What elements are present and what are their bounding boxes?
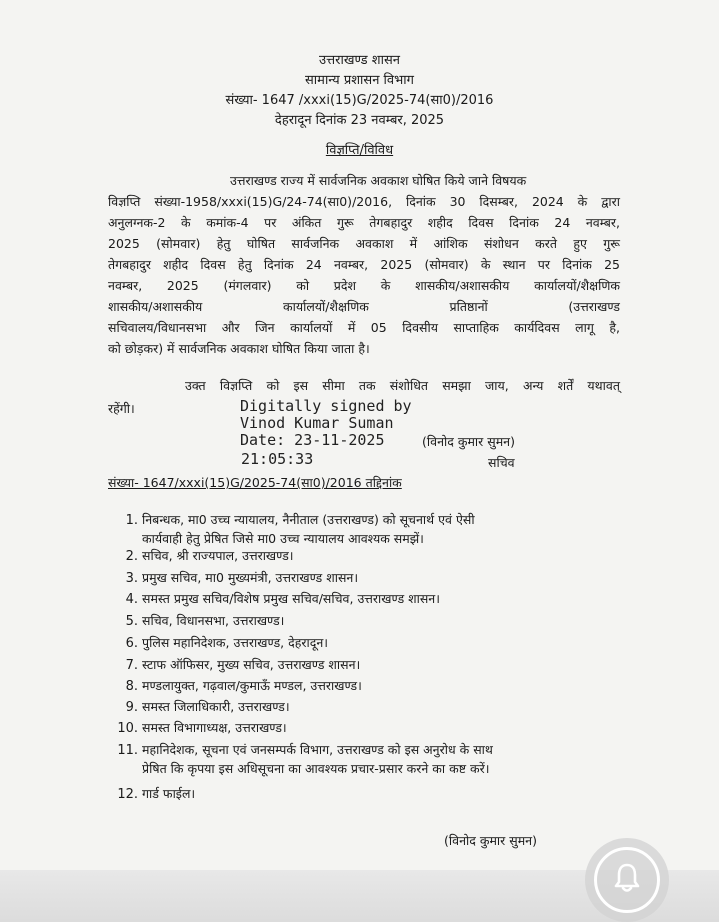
recipient-item: मण्डलायुक्त, गढ़वाल/कुमाऊँ मण्डल, उत्तराखण्ड। bbox=[142, 678, 362, 693]
recipient-item: पुलिस महानिदेशक, उत्तराखण्ड, देहरादून। bbox=[142, 635, 329, 650]
bell-icon bbox=[613, 863, 641, 897]
recipient-number: 12. bbox=[117, 787, 138, 802]
recipient-item: सचिव, विधानसभा, उत्तराखण्ड। bbox=[142, 613, 285, 628]
recipient-number: 10. bbox=[117, 721, 138, 736]
recipient-item: गार्ड फाईल। bbox=[142, 786, 196, 801]
reference-number: संख्या- 1647 /xxxi(15)G/2025-74(सा0)/2016 bbox=[225, 93, 494, 108]
recipient-number: 6. bbox=[125, 636, 138, 651]
digital-signature-line: Digitally signed by bbox=[240, 397, 412, 415]
notification-ring bbox=[594, 847, 660, 913]
recipient-item: प्रेषित कि कृपया इस अधिसूचना का आवश्यक प्रचार-प्रसार करने का कष्ट करें। bbox=[142, 761, 490, 776]
footer-signatory-name: (विनोद कुमार सुमन) bbox=[444, 833, 537, 848]
digital-signature-name: Vinod Kumar Suman bbox=[240, 414, 394, 432]
recipient-number: 3. bbox=[125, 571, 138, 586]
para1-line: उत्तराखण्ड राज्य में सार्वजनिक अवकाश घोषित किये जाने विषयक bbox=[230, 173, 527, 188]
para1-line: शासकीय/अशासकीय कार्यालयों/शैक्षणिक प्रतिष्ठानों (उत्तराखण्ड bbox=[108, 299, 620, 314]
signatory-name: (विनोद कुमार सुमन) bbox=[422, 434, 515, 449]
para1-line: विज्ञप्ति संख्या-1958/xxxi(15)G/24-74(सा0)/2016, दिनांक 30 दिसम्बर, 2024 के द्वारा bbox=[108, 194, 620, 209]
recipient-item: स्टाफ ऑफिसर, मुख्य सचिव, उत्तराखण्ड शासन। bbox=[142, 657, 361, 672]
recipient-number: 5. bbox=[125, 614, 138, 629]
para1-line: 2025 (सोमवार) हेतु घोषित सार्वजनिक अवकाश में आंशिक संशोधन करते हुए गुरू bbox=[108, 236, 620, 251]
para1-line: नवम्बर, 2025 (मंगलवार) को प्रदेश के शासकीय/अशासकीय कार्यालयों/शैक्षणिक bbox=[108, 278, 620, 293]
recipient-item: प्रमुख सचिव, मा0 मुख्यमंत्री, उत्तराखण्ड शासन। bbox=[142, 570, 359, 585]
recipient-item: महानिदेशक, सूचना एवं जनसम्पर्क विभाग, उत्तराखण्ड को इस अनुरोध के साथ bbox=[142, 742, 493, 757]
para2-line: उक्त विज्ञप्ति को इस सीमा तक संशोधित समझा जाय, अन्य शर्तें यथावत् bbox=[185, 378, 620, 393]
recipient-item: निबन्धक, मा0 उच्च न्यायालय, नैनीताल (उत्तराखण्ड) को सूचनार्थ एवं ऐसी bbox=[142, 512, 475, 527]
para1-line: अनुलग्नक-2 के कमांक-4 पर अंकित गुरू तेगबहादुर शहीद दिवस दिनांक 24 नवम्बर, bbox=[108, 215, 620, 230]
digital-signature-date: Date: 23-11-2025 bbox=[240, 431, 385, 449]
notification-button[interactable] bbox=[585, 838, 669, 922]
recipient-item: समस्त जिलाधिकारी, उत्तराखण्ड। bbox=[142, 699, 290, 714]
para2-line: रहेंगी। bbox=[108, 401, 135, 416]
notice-title: विज्ञप्ति/विविध bbox=[325, 143, 394, 158]
recipient-number: 7. bbox=[125, 658, 138, 673]
place-date: देहरादून दिनांक 23 नवम्बर, 2025 bbox=[274, 113, 445, 128]
government-heading: उत्तराखण्ड शासन bbox=[319, 53, 400, 68]
recipient-number: 9. bbox=[125, 700, 138, 715]
para1-line: तेगबहादुर शहीद दिवस हेतु दिनांक 24 नवम्बर, 2025 (सोमवार) के स्थान पर दिनांक 25 bbox=[108, 257, 620, 272]
department-heading: सामान्य प्रशासन विभाग bbox=[305, 73, 414, 88]
recipient-number: 1. bbox=[125, 513, 138, 528]
recipient-number: 2. bbox=[125, 549, 138, 564]
para1-line: सचिवालय/विधानसभा और जिन कार्यालयों में 05 दिवसीय साप्ताहिक कार्यदिवस लागू है, bbox=[108, 320, 620, 335]
copy-reference: संख्या- 1647/xxxi(15)G/2025-74(सा0)/2016 तद्दिनांक bbox=[108, 475, 402, 490]
recipient-number: 11. bbox=[117, 743, 138, 758]
recipient-number: 4. bbox=[125, 592, 138, 607]
signatory-designation: सचिव bbox=[488, 455, 515, 470]
digital-signature-time: 21:05:33 bbox=[241, 450, 314, 468]
recipient-item: समस्त विभागाध्यक्ष, उत्तराखण्ड। bbox=[142, 720, 287, 735]
recipient-item: कार्यवाही हेतु प्रेषित जिसे मा0 उच्च न्यायालय आवश्यक समझें। bbox=[142, 531, 424, 546]
recipient-item: समस्त प्रमुख सचिव/विशेष प्रमुख सचिव/सचिव, उत्तराखण्ड शासन। bbox=[142, 591, 440, 606]
recipient-item: सचिव, श्री राज्यपाल, उत्तराखण्ड। bbox=[142, 548, 294, 563]
para1-line: को छोड़कर) में सार्वजनिक अवकाश घोषित किया जाता है। bbox=[108, 341, 370, 356]
recipient-number: 8. bbox=[125, 679, 138, 694]
